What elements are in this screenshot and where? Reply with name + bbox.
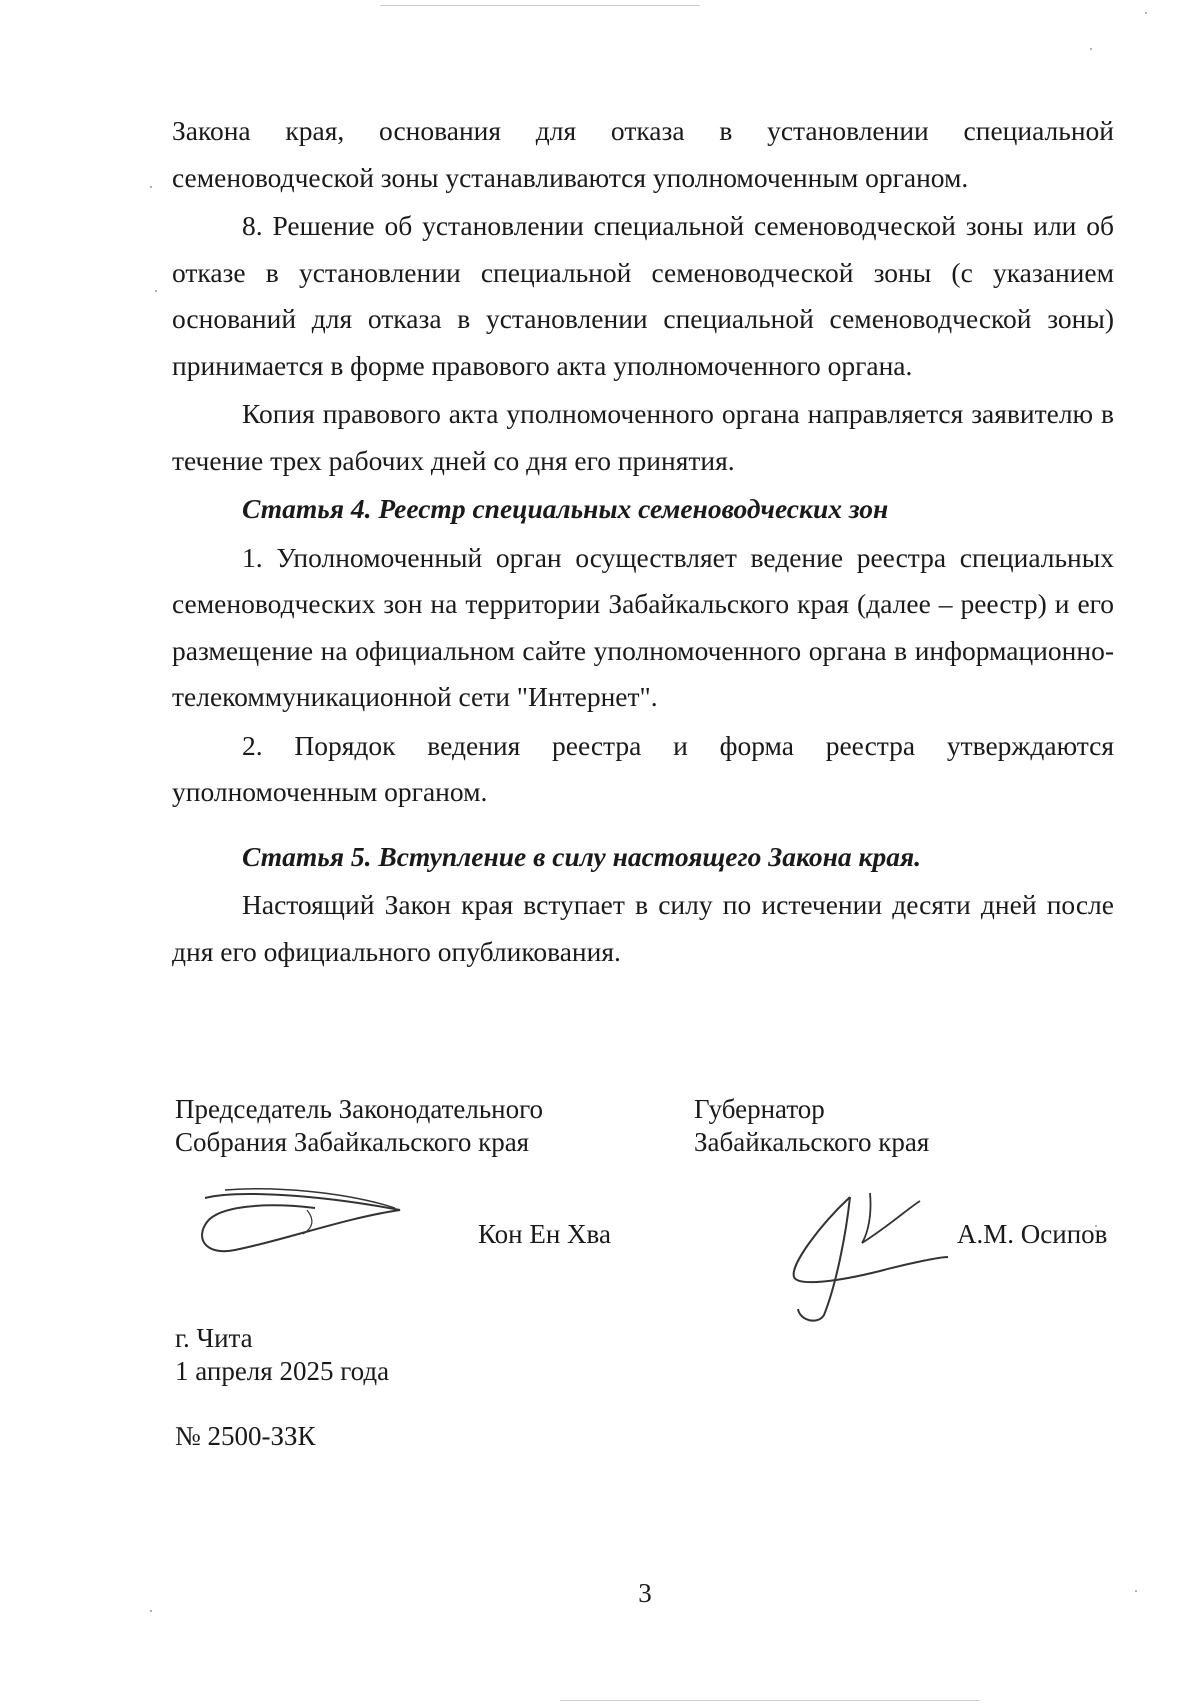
article-4-paragraph-2: 2. Порядок ведения реестра и форма реестра утверждаются уполномоченным органом. (172, 729, 1114, 807)
city: г. Чита (175, 1323, 253, 1353)
law-number (175, 1420, 316, 1453)
article-5-heading: Статья 5. Вступление в силу настоящего Закона края. (242, 840, 922, 872)
right-title-line-1: Губернатор (694, 1094, 825, 1124)
left-title-line-2: Собрания Забайкальского края (175, 1127, 530, 1157)
article-4-heading: Статья 4. Реестр специальных семеноводческих зон (242, 493, 889, 524)
scan-speck (150, 1610, 152, 1612)
left-signer-name: Кон Ен Хва (478, 1219, 611, 1249)
left-signatory-title (175, 1093, 543, 1159)
scan-speck (155, 290, 157, 292)
page-number: 3 (638, 1578, 652, 1608)
right-signer-name: А.М. Осипов (957, 1219, 1108, 1249)
date: 1 апреля 2025 года (175, 1356, 390, 1386)
scan-artifact-top (380, 5, 700, 6)
copy-paragraph: Копия правового акта уполномоченного органа направляется заявителю в течение трех рабочих дней со дня его принятия. (172, 398, 1114, 476)
article-4-paragraph-1: 1. Уполномоченный орган осуществляет ведение реестра специальных семеноводческих зон на территории Забайкальского края (далее – реестр) и его размещение на официальном сайте уполномоченного органа в информационно-телекоммуникационной сети "Интернет". (172, 541, 1114, 712)
scan-speck (150, 186, 152, 188)
scan-speck (1145, 12, 1147, 14)
left-signature-graphic (195, 1180, 415, 1260)
right-signature-graphic (780, 1185, 950, 1325)
right-signatory-title (694, 1093, 929, 1159)
document-body (172, 108, 1114, 975)
right-title-line-2: Забайкальского края (694, 1127, 930, 1157)
place-and-date (175, 1322, 389, 1388)
scan-artifact-bottom (560, 1700, 980, 1701)
law-number-text: № 2500-ЗЗК (175, 1421, 316, 1451)
scan-speck (1090, 48, 1092, 50)
left-title-line-1: Председатель Законодательного (175, 1094, 544, 1124)
continuation-paragraph: Закона края, основания для отказа в установлении специальной семеноводческой зоны устанавливаются уполномоченным органом. (172, 115, 1114, 193)
paragraph-8: 8. Решение об установлении специальной семеноводческой зоны или об отказе в установлении специальной семеноводческой зоны (с указанием оснований для отказа в установлении специальной семеноводческой зоны) принимается в форме правового акта уполномоченного органа. (172, 210, 1114, 381)
article-5-paragraph-1: Настоящий Закон края вступает в силу по истечении десяти дней после дня его официального опубликования. (172, 889, 1114, 967)
